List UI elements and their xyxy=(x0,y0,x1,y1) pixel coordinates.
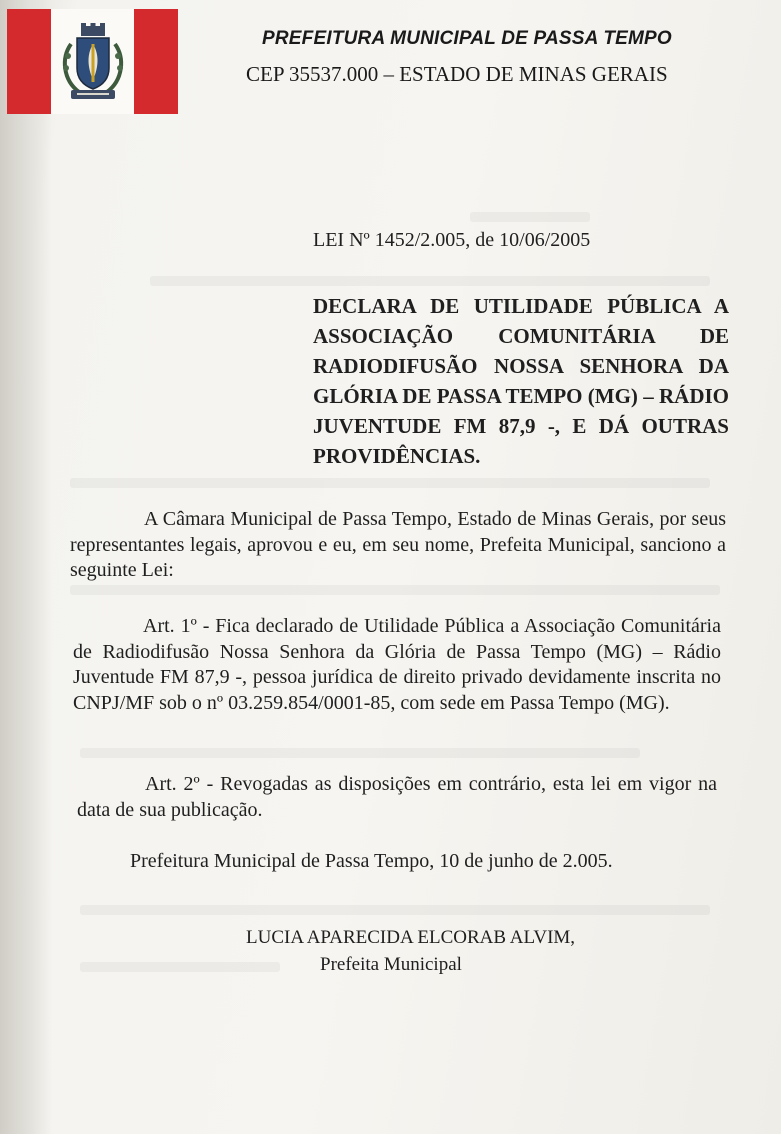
flag-red-stripe-left xyxy=(7,9,51,114)
signer-role: Prefeita Municipal xyxy=(320,954,462,975)
flag-white-center xyxy=(51,9,134,114)
law-summary: DECLARA DE UTILIDADE PÚBLICA A ASSOCIAÇÃO COMUNITÁRIA DE RADIODIFUSÃO NOSSA SENHORA DA GLÓRIA DE PASSA TEMPO (MG) – RÁDIO JUVENTUDE FM 87,9 -, E DÁ OUTRAS PROVIDÊNCIAS. xyxy=(313,294,729,468)
article-1: Art. 1º - Fica declarado de Utilidade Pública a Associação Comunitária de Radiodifusão Nossa Senhora da Glória de Passa Tempo (MG) – Rádio Juventude FM 87,9 -, pessoa jurídica de direito privado devidamente inscrita no CNPJ/MF sob o nº 03.259.854/0001-85, com sede em Passa Tempo (MG). xyxy=(73,615,721,714)
bleed-through-mark xyxy=(80,905,710,915)
flag-red-stripe-right xyxy=(134,9,178,114)
law-number: LEI Nº 1452/2.005, de 10/06/2005 xyxy=(313,229,591,251)
municipality-title: PREFEITURA MUNICIPAL DE PASSA TEMPO xyxy=(262,28,672,49)
bleed-through-mark xyxy=(150,276,710,286)
coat-of-arms-icon xyxy=(57,22,129,102)
intro-paragraph: A Câmara Municipal de Passa Tempo, Estado de Minas Gerais, por seus representantes legais, aprovou e eu, em seu nome, Prefeita Municipal, sanciono a seguinte Lei: xyxy=(70,508,726,581)
bleed-through-mark xyxy=(80,962,280,972)
bleed-through-mark xyxy=(80,748,640,758)
municipal-flag xyxy=(7,9,178,114)
signer-name: LUCIA APARECIDA ELCORAB ALVIM, xyxy=(246,927,576,948)
place-and-date: Prefeitura Municipal de Passa Tempo, 10 de junho de 2.005. xyxy=(130,850,613,872)
article-2: Art. 2º - Revogadas as disposições em contrário, esta lei em vigor na data de sua publicação. xyxy=(77,773,717,821)
bleed-through-mark xyxy=(470,212,590,222)
bleed-through-mark xyxy=(70,478,710,488)
bleed-through-mark xyxy=(70,585,720,595)
postal-code-state: CEP 35537.000 – ESTADO DE MINAS GERAIS xyxy=(246,62,668,86)
page-binding-shadow xyxy=(0,0,52,1134)
